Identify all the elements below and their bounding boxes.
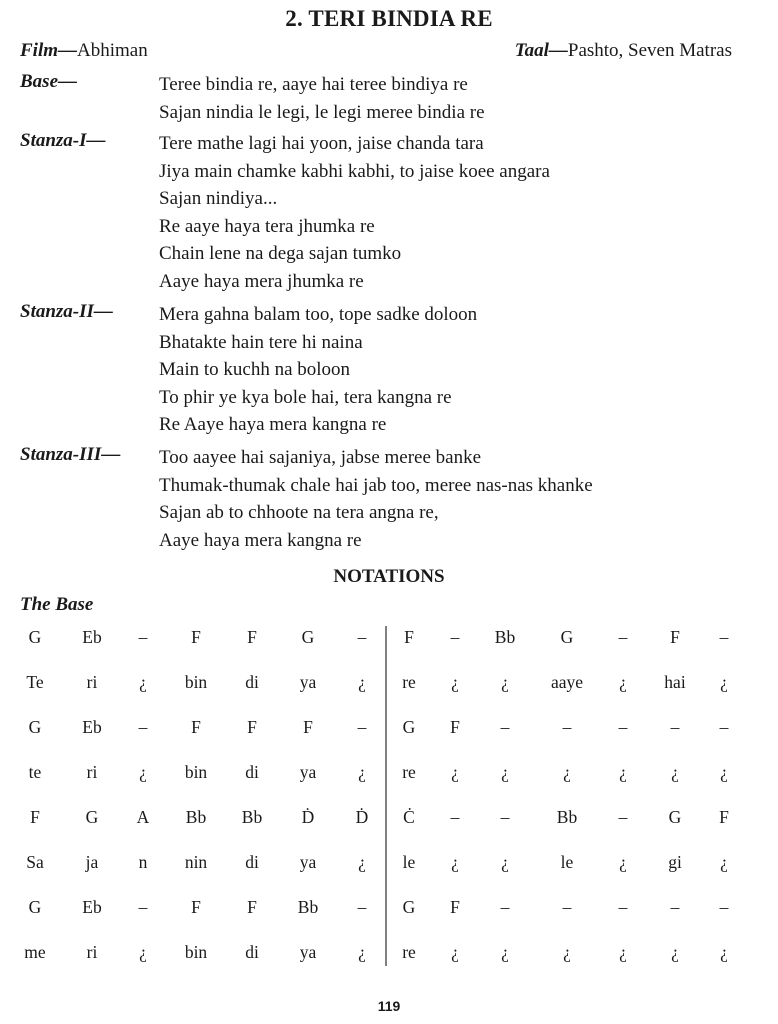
syllable-cell: ¿	[720, 852, 728, 872]
note-cell: G	[85, 807, 99, 827]
notation-grid	[0, 620, 778, 970]
notation-row-notes	[0, 710, 778, 744]
syllable-cell: ¿	[563, 942, 571, 962]
lyric-line: Aaye haya mera kangna re	[159, 529, 362, 551]
syllable-cell: ¿	[720, 942, 728, 962]
syllable-cell: ¿	[501, 852, 509, 872]
syllable-cell: le	[560, 852, 574, 872]
section-lines	[159, 301, 477, 439]
syllable-cell: ya	[299, 672, 317, 692]
note-cell: F	[450, 897, 460, 917]
taal-info	[515, 40, 732, 62]
syllable-cell: ¿	[358, 762, 366, 782]
note-cell: –	[138, 717, 148, 737]
note-cell: G	[560, 627, 574, 647]
note-cell: F	[404, 627, 414, 647]
section-lines	[159, 444, 593, 554]
note-cell: F	[670, 627, 680, 647]
note-cell: –	[670, 717, 680, 737]
note-cell: G	[402, 897, 416, 917]
note-cell: F	[30, 807, 40, 827]
taal-label: Taal—	[514, 40, 568, 61]
note-cell: –	[450, 807, 460, 827]
note-cell: F	[247, 897, 257, 917]
syllable-cell: ¿	[563, 762, 571, 782]
note-cell: Bb	[185, 807, 207, 827]
song-title: 2. TERI BINDIA RE	[285, 6, 493, 31]
note-cell: –	[357, 897, 367, 917]
section-label: Stanza-I—	[20, 130, 106, 151]
syllable-cell: ¿	[451, 852, 459, 872]
notation-row-lyrics	[0, 665, 778, 699]
syllable-cell: ri	[86, 942, 98, 962]
page-number: 119	[377, 998, 401, 1014]
lyric-line: Mera gahna balam too, tope sadke doloon	[159, 304, 478, 325]
note-cell: Bb	[556, 807, 578, 827]
lyric-line: Too aayee hai sajaniya, jabse meree banke	[159, 447, 482, 468]
note-cell: G	[28, 627, 42, 647]
lyric-line: Jiya main chamke kabhi kabhi, to jaise koee angara	[159, 160, 550, 182]
film-info	[20, 40, 148, 62]
note-cell: –	[618, 717, 628, 737]
syllable-cell: ¿	[501, 942, 509, 962]
syllable-cell: ¿	[139, 762, 147, 782]
syllable-cell: Te	[26, 672, 44, 692]
syllable-cell: hai	[664, 672, 686, 692]
note-cell: G	[28, 717, 42, 737]
lyric-line: Sajan ab to chhoote na tera angna re,	[159, 502, 439, 524]
section-label: Stanza-III—	[20, 444, 121, 465]
syllable-cell: le	[402, 852, 416, 872]
syllable-cell: re	[402, 942, 416, 962]
syllable-cell: ¿	[619, 762, 627, 782]
syllable-cell: ¿	[139, 942, 147, 962]
syllable-cell: nin	[184, 852, 208, 872]
syllable-cell: re	[402, 672, 416, 692]
note-cell: –	[357, 627, 367, 647]
syllable-cell: di	[245, 852, 259, 872]
syllable-cell: me	[24, 942, 46, 962]
lyric-line: Re aaye haya tera jhumka re	[159, 215, 375, 237]
lyric-line: Main to kuchh na boloon	[159, 359, 351, 381]
syllable-cell: ¿	[720, 672, 728, 692]
note-cell: Ḋ	[301, 807, 315, 827]
syllable-cell: ri	[86, 762, 98, 782]
syllable-cell: bin	[184, 942, 208, 962]
note-cell: G	[301, 627, 315, 647]
note-cell: F	[303, 717, 313, 737]
syllable-cell: ¿	[619, 672, 627, 692]
syllable-cell: ¿	[139, 672, 147, 692]
syllable-cell: ¿	[358, 942, 366, 962]
section-lines	[159, 71, 485, 126]
syllable-cell: aaye	[550, 672, 584, 692]
note-cell: –	[500, 717, 510, 737]
note-cell: G	[28, 897, 42, 917]
syllable-cell: ¿	[619, 852, 627, 872]
note-cell: A	[136, 807, 150, 827]
syllable-cell: ¿	[358, 672, 366, 692]
song-meta	[20, 40, 732, 64]
syllable-cell: di	[245, 672, 259, 692]
syllable-cell: Sa	[26, 852, 44, 872]
film-label: Film—	[20, 40, 78, 61]
syllable-cell: bin	[184, 762, 208, 782]
note-cell: Eb	[82, 717, 102, 737]
syllable-cell: ri	[86, 672, 98, 692]
section-label: Base—	[20, 71, 77, 92]
note-cell: –	[562, 897, 572, 917]
syllable-cell: bin	[184, 672, 208, 692]
notation-row-lyrics	[0, 845, 778, 879]
syllable-cell: di	[245, 942, 259, 962]
syllable-cell: ¿	[501, 672, 509, 692]
note-cell: Bb	[241, 807, 263, 827]
section-label: Stanza-II—	[20, 301, 113, 322]
note-cell: –	[500, 807, 510, 827]
note-cell: –	[500, 897, 510, 917]
note-cell: F	[450, 717, 460, 737]
syllable-cell: ya	[299, 942, 317, 962]
syllable-cell: gi	[668, 852, 682, 872]
note-cell: F	[191, 897, 201, 917]
syllable-cell: ya	[299, 852, 317, 872]
film-value: Abhiman	[77, 40, 148, 61]
note-cell: F	[191, 627, 201, 647]
note-cell: G	[668, 807, 682, 827]
note-cell: –	[450, 627, 460, 647]
note-cell: –	[357, 717, 367, 737]
notation-row-notes	[0, 800, 778, 834]
lyric-line: Thumak-thumak chale hai jab too, meree nas-nas khanke	[159, 474, 593, 496]
syllable-cell: ja	[85, 852, 99, 872]
syllable-cell: ¿	[671, 942, 679, 962]
notation-row-lyrics	[0, 935, 778, 969]
note-cell: Eb	[82, 627, 102, 647]
syllable-cell: ¿	[451, 942, 459, 962]
syllable-cell: ¿	[619, 942, 627, 962]
syllable-cell: ya	[299, 762, 317, 782]
note-cell: F	[191, 717, 201, 737]
lyric-line: Re Aaye haya mera kangna re	[159, 414, 387, 436]
notation-row-notes	[0, 890, 778, 924]
lyric-line: Sajan nindiya...	[159, 188, 278, 210]
syllable-cell: di	[245, 762, 259, 782]
note-cell: Eb	[82, 897, 102, 917]
syllable-cell: re	[402, 762, 416, 782]
notation-row-notes	[0, 620, 778, 654]
syllable-cell: ¿	[720, 762, 728, 782]
note-cell: –	[719, 717, 729, 737]
base-subheading: The Base	[20, 594, 94, 615]
lyric-line: Sajan nindia le legi, le legi meree bindia re	[159, 101, 485, 123]
note-cell: –	[618, 897, 628, 917]
note-cell: G	[402, 717, 416, 737]
lyric-line: Aaye haya mera jhumka re	[159, 270, 364, 292]
notation-row-lyrics	[0, 755, 778, 789]
lyric-line: To phir ye kya bole hai, tera kangna re	[159, 386, 452, 408]
lyric-line: Tere mathe lagi hai yoon, jaise chanda tara	[159, 133, 484, 154]
note-cell: Ċ	[403, 807, 415, 827]
syllable-cell: te	[28, 762, 42, 782]
note-cell: F	[247, 717, 257, 737]
syllable-cell: ¿	[358, 852, 366, 872]
note-cell: –	[719, 897, 729, 917]
syllable-cell: ¿	[671, 762, 679, 782]
note-cell: Bb	[494, 627, 516, 647]
note-cell: –	[138, 627, 148, 647]
lyric-line: Teree bindia re, aaye hai teree bindiya re	[159, 74, 468, 95]
syllable-cell: n	[138, 852, 148, 872]
section-lines	[159, 130, 550, 296]
note-cell: F	[719, 807, 729, 827]
note-cell: –	[618, 807, 628, 827]
lyric-line: Chain lene na dega sajan tumko	[159, 243, 402, 265]
syllable-cell: ¿	[451, 762, 459, 782]
note-cell: Bb	[297, 897, 319, 917]
note-cell: –	[670, 897, 680, 917]
note-cell: –	[138, 897, 148, 917]
note-cell: F	[247, 627, 257, 647]
note-cell: –	[618, 627, 628, 647]
notations-heading: NOTATIONS	[333, 566, 445, 587]
note-cell: –	[562, 717, 572, 737]
syllable-cell: ¿	[451, 672, 459, 692]
note-cell: –	[719, 627, 729, 647]
taal-value: Pashto, Seven Matras	[567, 40, 732, 61]
syllable-cell: ¿	[501, 762, 509, 782]
lyric-line: Bhatakte hain tere hi naina	[159, 331, 363, 353]
note-cell: Ḋ	[355, 807, 369, 827]
